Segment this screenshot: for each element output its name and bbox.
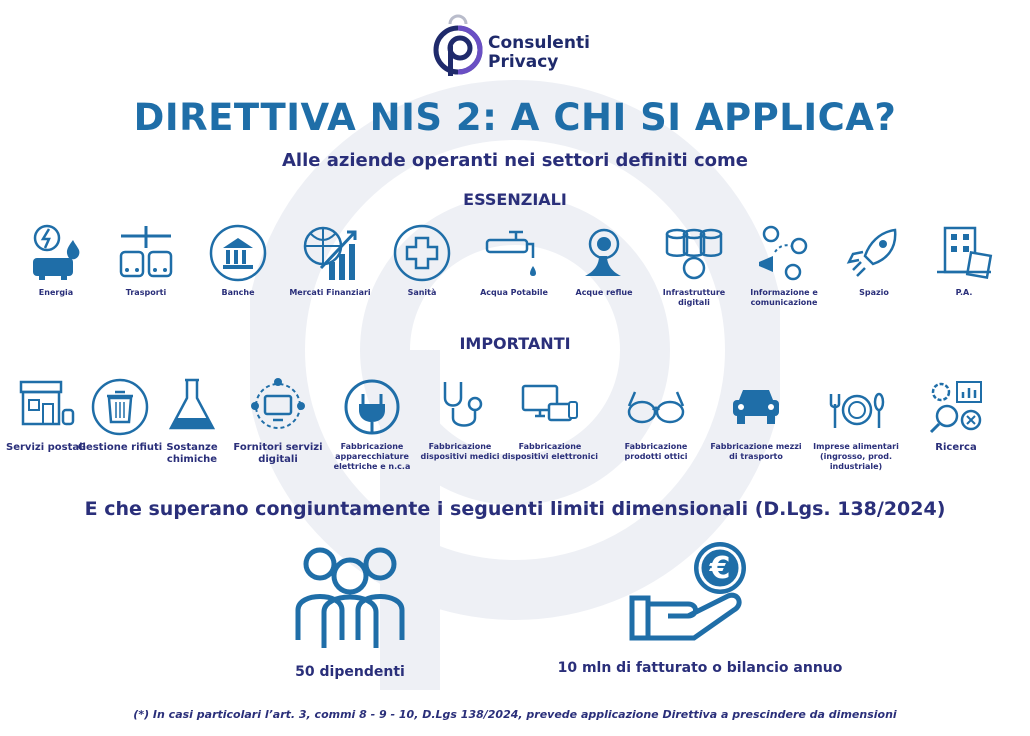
page-title: DIRETTIVA NIS 2: A CHI SI APPLICA? [133,96,897,139]
wastewater-icon [573,222,635,284]
sector-banche [192,222,284,298]
footnote: (*) In casi particolari l’art. 3, commi 8 - 9 - 10, D.Lgs 138/2024, prevede applicazione Direttiva a prescindere da dimensioni [133,708,897,721]
sector-acqua-potabile [468,222,560,298]
sector-label: Sostanze chimiche [166,442,218,465]
sector-label: P.A. [955,288,973,297]
sector-informazione-comunicazione [738,222,830,308]
brand-logo [430,10,600,82]
sector-sostanze-chimiche [146,376,238,466]
bank-icon [207,222,269,284]
glasses-icon [625,376,687,438]
sector-mercati-finanziari [284,222,376,298]
sector-apparecchiature-elettriche [322,376,422,472]
sector-label: Energia [38,288,74,297]
sector-label: Fabbricazione dispositivi medici [420,442,500,461]
sector-ricerca [910,376,1002,454]
sector-pa [918,222,1010,298]
employees-icon [290,540,410,650]
stethoscope-icon [429,376,491,438]
svg-text:€: € [709,551,731,586]
sector-label: Banche [221,288,255,297]
energy-icon [25,222,87,284]
sector-infrastrutture-digitali [648,222,740,308]
sector-label: Fabbricazione apparecchiature elettriche e n.c.a [333,442,411,471]
sector-label: Spazio [859,288,889,297]
sector-label: Mercati Finanziari [289,288,371,297]
sector-label: Trasporti [125,288,167,297]
sector-energia [10,222,102,298]
sector-label: Acqua Potabile [480,288,548,297]
rocket-icon [843,222,905,284]
health-icon [391,222,453,284]
database-icon [663,222,725,284]
sector-label: Infrastrutture digitali [662,288,726,307]
sector-label: Gestione rifiuti [77,442,163,453]
food-icon [825,376,887,438]
car-icon [725,376,787,438]
revenue-limit: 10 mln di fatturato o bilancio annuo [557,660,843,676]
logo-line-2: Privacy [488,52,559,72]
sector-dispositivi-elettronici [500,376,600,462]
sector-imprese-alimentari [806,376,906,472]
sector-fornitori-servizi-digitali [228,376,328,466]
trash-icon [89,376,151,438]
employees-limit: 50 dipendenti [295,664,405,680]
sector-spazio [828,222,920,298]
essenziali-heading: ESSENZIALI [463,190,567,209]
sector-sanita [376,222,468,298]
page-subtitle: Alle aziende operanti nei settori definiti come [282,150,748,171]
sector-mezzi-trasporto [706,376,806,462]
sector-dispositivi-medici [414,376,506,462]
transport-icon [115,222,177,284]
sector-label: Fabbricazione dispositivi elettronici [502,442,598,461]
importanti-heading: IMPORTANTI [459,334,571,353]
sector-label: Acque reflue [575,288,633,297]
sector-prodotti-ottici [606,376,706,462]
sector-label: Informazione e comunicazione [750,288,818,307]
consulenti-privacy-logo-icon [430,10,486,82]
post-office-icon [15,376,77,438]
devices-icon [519,376,581,438]
sector-label: Servizi postali [6,442,86,453]
sector-label: Sanità [407,288,437,297]
limits-heading: E che superano congiuntamente i seguenti limiti dimensionali (D.Lgs. 138/2024) [84,498,946,520]
sector-acque-reflue [558,222,650,298]
sector-label: Ricerca [935,442,977,453]
research-icon [925,376,987,438]
euro-hand-icon [628,540,778,650]
sector-label: Fabbricazione mezzi di trasporto [710,442,802,461]
digital-services-icon [247,376,309,438]
sector-trasporti [100,222,192,298]
sector-label: Fornitori servizi digitali [233,442,323,465]
flask-icon [161,376,223,438]
sector-label: Fabbricazione prodotti ottici [624,442,688,461]
public-admin-icon [933,222,995,284]
water-tap-icon [483,222,545,284]
sector-label: Imprese alimentari (ingrosso, prod. industriale) [813,442,899,471]
plug-icon [341,376,403,438]
market-icon [299,222,361,284]
logo-line-1: Consulenti [488,33,590,53]
communication-icon [753,222,815,284]
